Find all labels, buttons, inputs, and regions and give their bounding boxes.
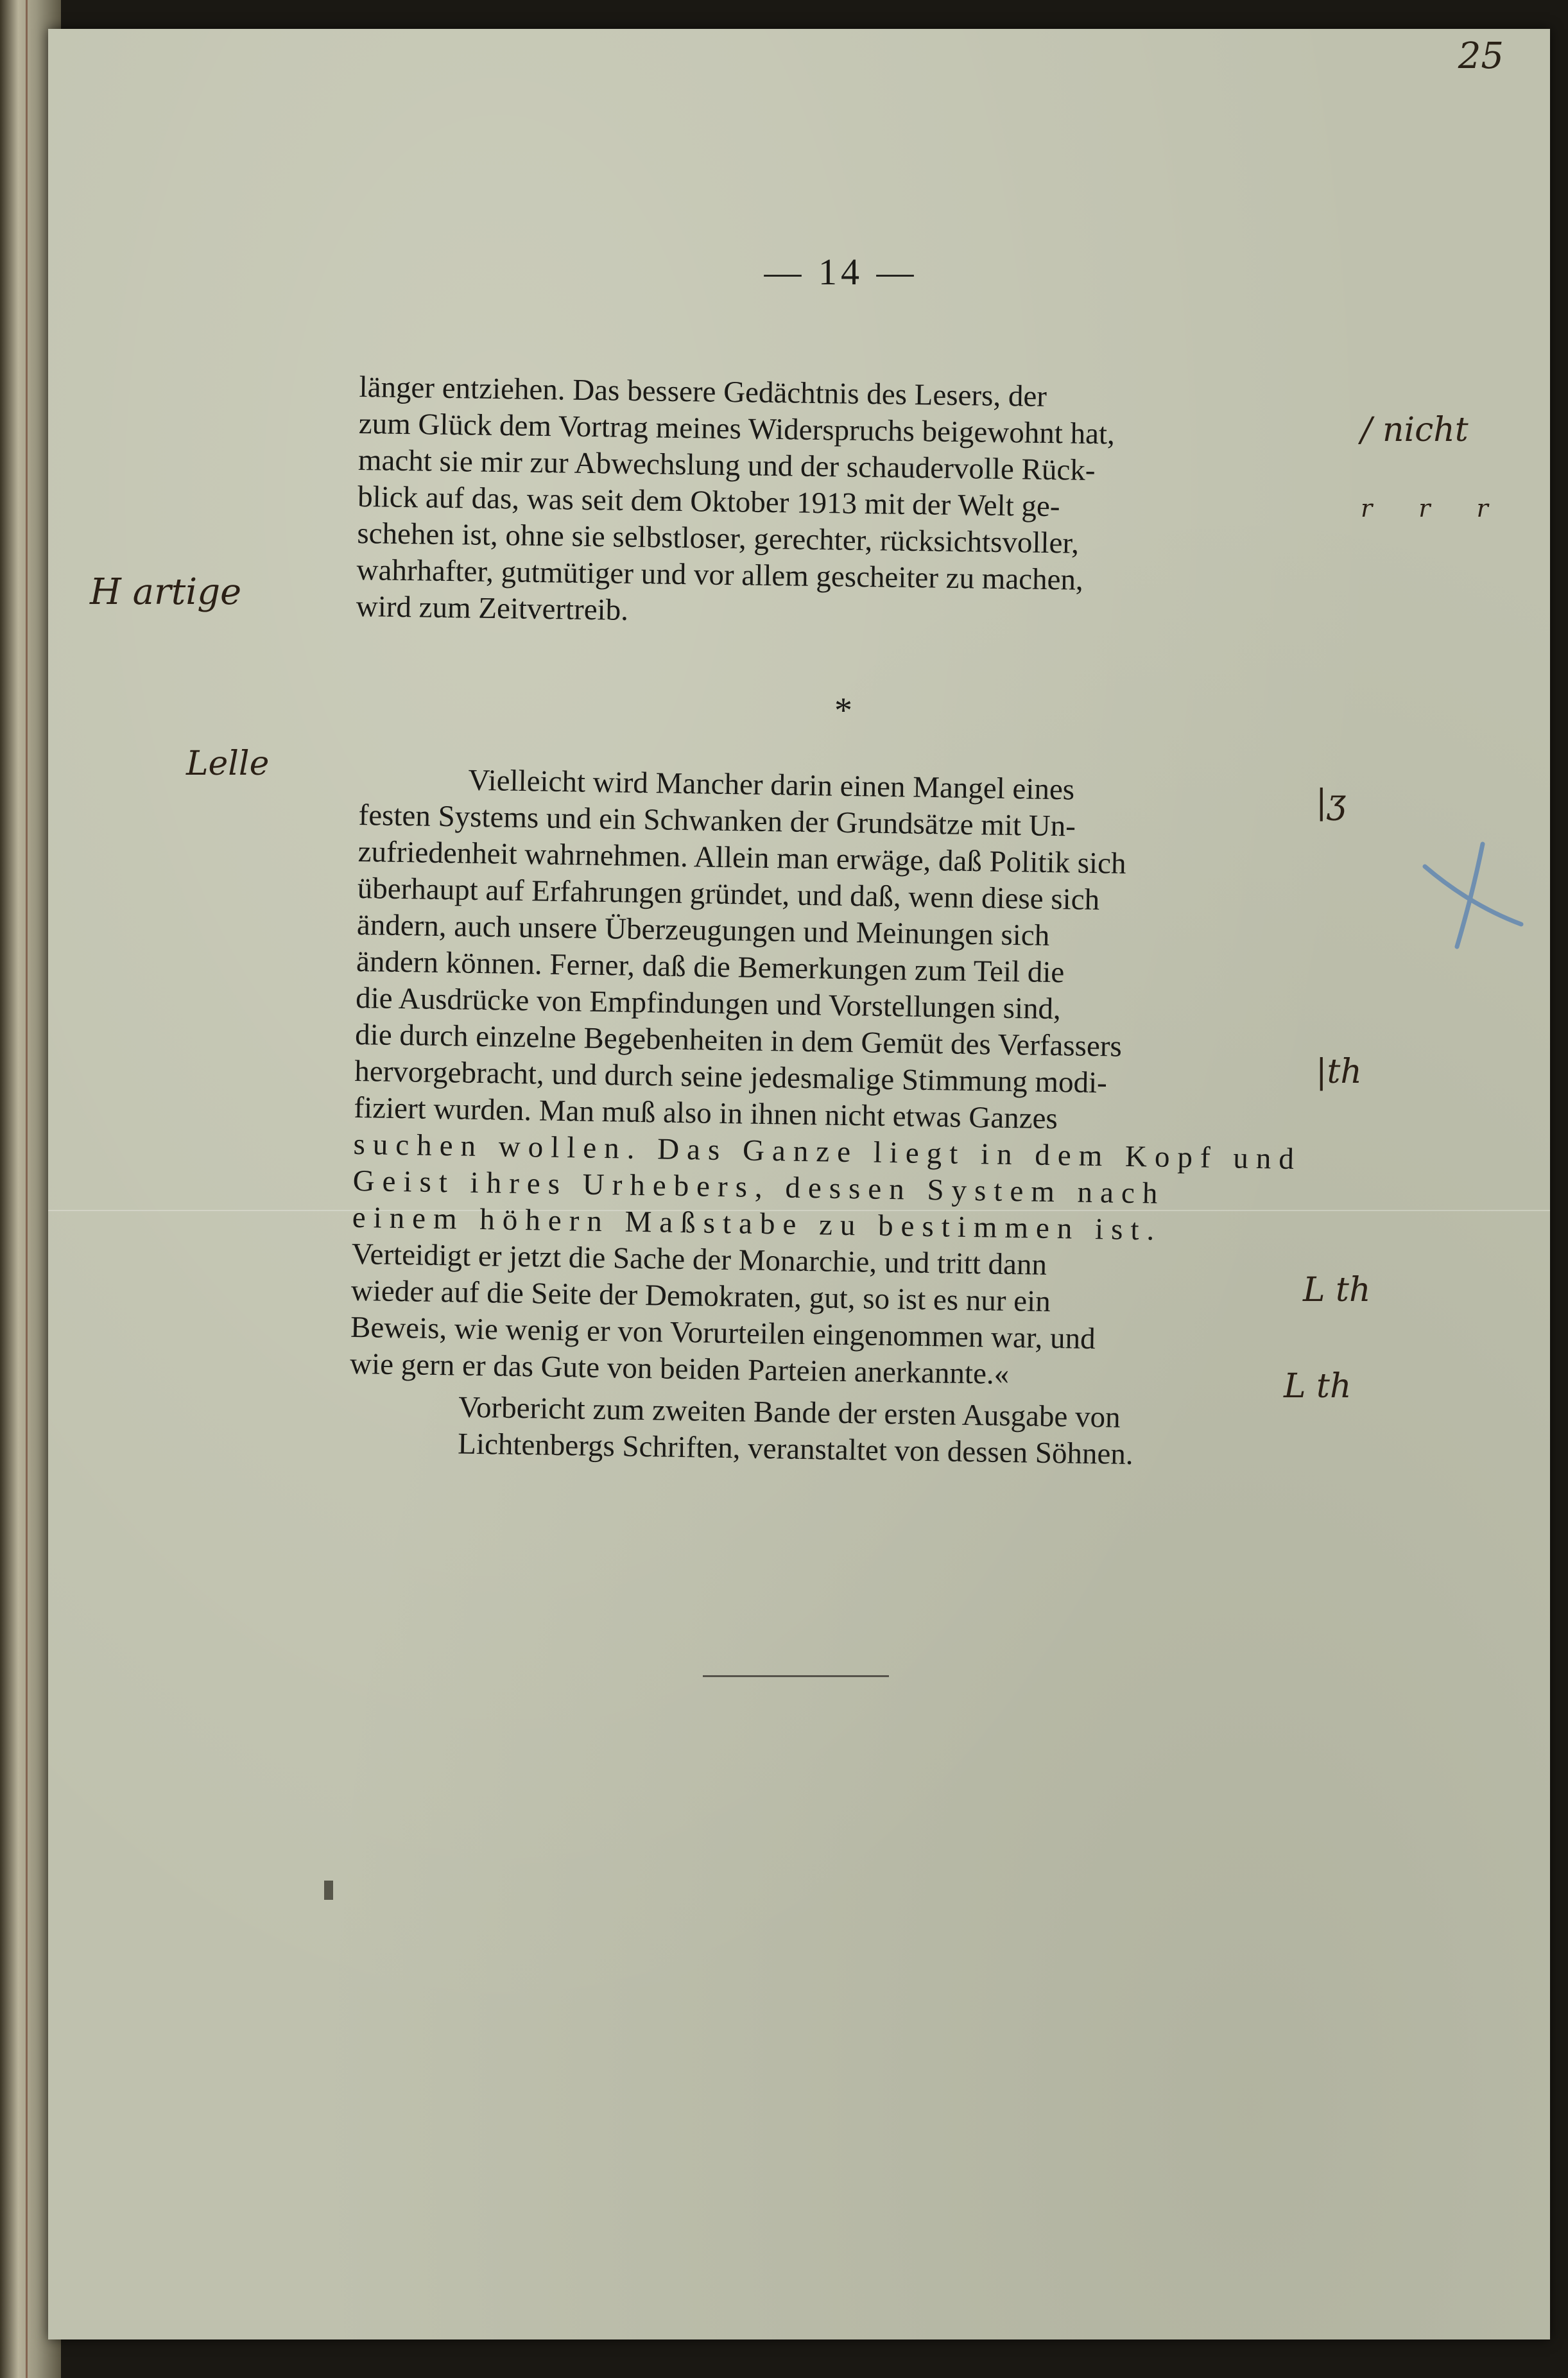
section-divider: * [834,691,852,730]
page-number: — 14 — [764,251,918,293]
text-line: überhaupt auf Erfahrungen gründet, und daß, wenn diese sich [357,871,1100,917]
text-line: zum Glück dem Vortrag meines Widerspruchs beigewohnt hat, [358,406,1116,451]
text-line: fiziert wurden. Man muß also in ihnen nicht etwas Ganzes [354,1090,1058,1136]
paragraph-1 [356,369,1289,638]
text-line: hervorgebracht, und durch seine jedesmalige Stimmung modi- [354,1054,1108,1100]
text-line: länger entziehen. Das bessere Gedächtnis des Lesers, der [359,370,1047,413]
closing-rule [703,1675,889,1677]
text-line: zufriedenheit wahrnehmen. Allein man erwäge, daß Politik sich [358,834,1126,881]
text-line: die Ausdrücke von Empfindungen und Vorstellungen sind, [355,981,1062,1026]
text-line: wahrhafter, gutmütiger und vor allem gescheiter zu machen, [356,553,1084,597]
ink-mark [324,1881,333,1900]
margin-note-right: L th [1303,1271,1371,1309]
source-line: Vorbericht zum zweiten Bande der ersten Ausgabe von [458,1390,1121,1435]
text-line-spaced: einem höhern Maßstabe zu bestimmen ist. [352,1200,1162,1247]
margin-note-left: Lelle [186,745,270,783]
quotation-paragraph [349,761,1302,1476]
text-line-spaced: suchen wollen. Das Ganze liegt in dem Kopf und [353,1127,1302,1176]
margin-note-right: |ʒ [1316,783,1346,822]
text-line: Verteidigt er jetzt die Sache der Monarchie, und tritt dann [351,1237,1047,1282]
margin-note-left: H artige [90,571,242,613]
source-line: Lichtenbergs Schriften, veranstaltet von dessen Söhnen. [457,1427,1134,1472]
text-line: ändern, auch unsere Überzeugungen und Meinungen sich [356,908,1050,952]
text-line: wie gern er das Gute von beiden Parteien anerkannte.« [349,1347,1010,1391]
margin-note-right: |th [1316,1053,1362,1091]
archive-page-number: 25 [1458,35,1504,77]
blue-pencil-cross-icon [1412,841,1528,950]
text-line: Beweis, wie wenig er von Vorurteilen eingenommen war, und [350,1310,1096,1356]
text-line-spaced: Geist ihres Urhebers, dessen System nach [352,1164,1166,1211]
margin-note-right: r r r [1361,494,1508,522]
text-line: schehen ist, ohne sie selbstloser, gerechter, rücksichtsvoller, [357,516,1080,560]
text-line: macht sie mir zur Abwechslung und der schaudervolle Rück- [358,443,1096,488]
text-line: ändern können. Ferner, daß die Bemerkungen zum Teil die [356,944,1065,990]
text-line: wieder auf die Seite der Demokraten, gut, so ist es nur ein [350,1273,1051,1319]
margin-note-right: L th [1284,1367,1352,1406]
text-line: wird zum Zeitvertreib. [356,589,629,627]
text-line: blick auf das, was seit dem Oktober 1913 mit der Welt ge- [357,479,1060,524]
text-line: Vielleicht wird Mancher darin einen Mangel eines [468,763,1075,807]
text-line: festen Systems und ein Schwanken der Grundsätze mit Un- [358,798,1076,843]
margin-note-right: / nicht [1361,411,1469,449]
text-line: die durch einzelne Begebenheiten in dem Gemüt des Verfassers [354,1017,1123,1064]
